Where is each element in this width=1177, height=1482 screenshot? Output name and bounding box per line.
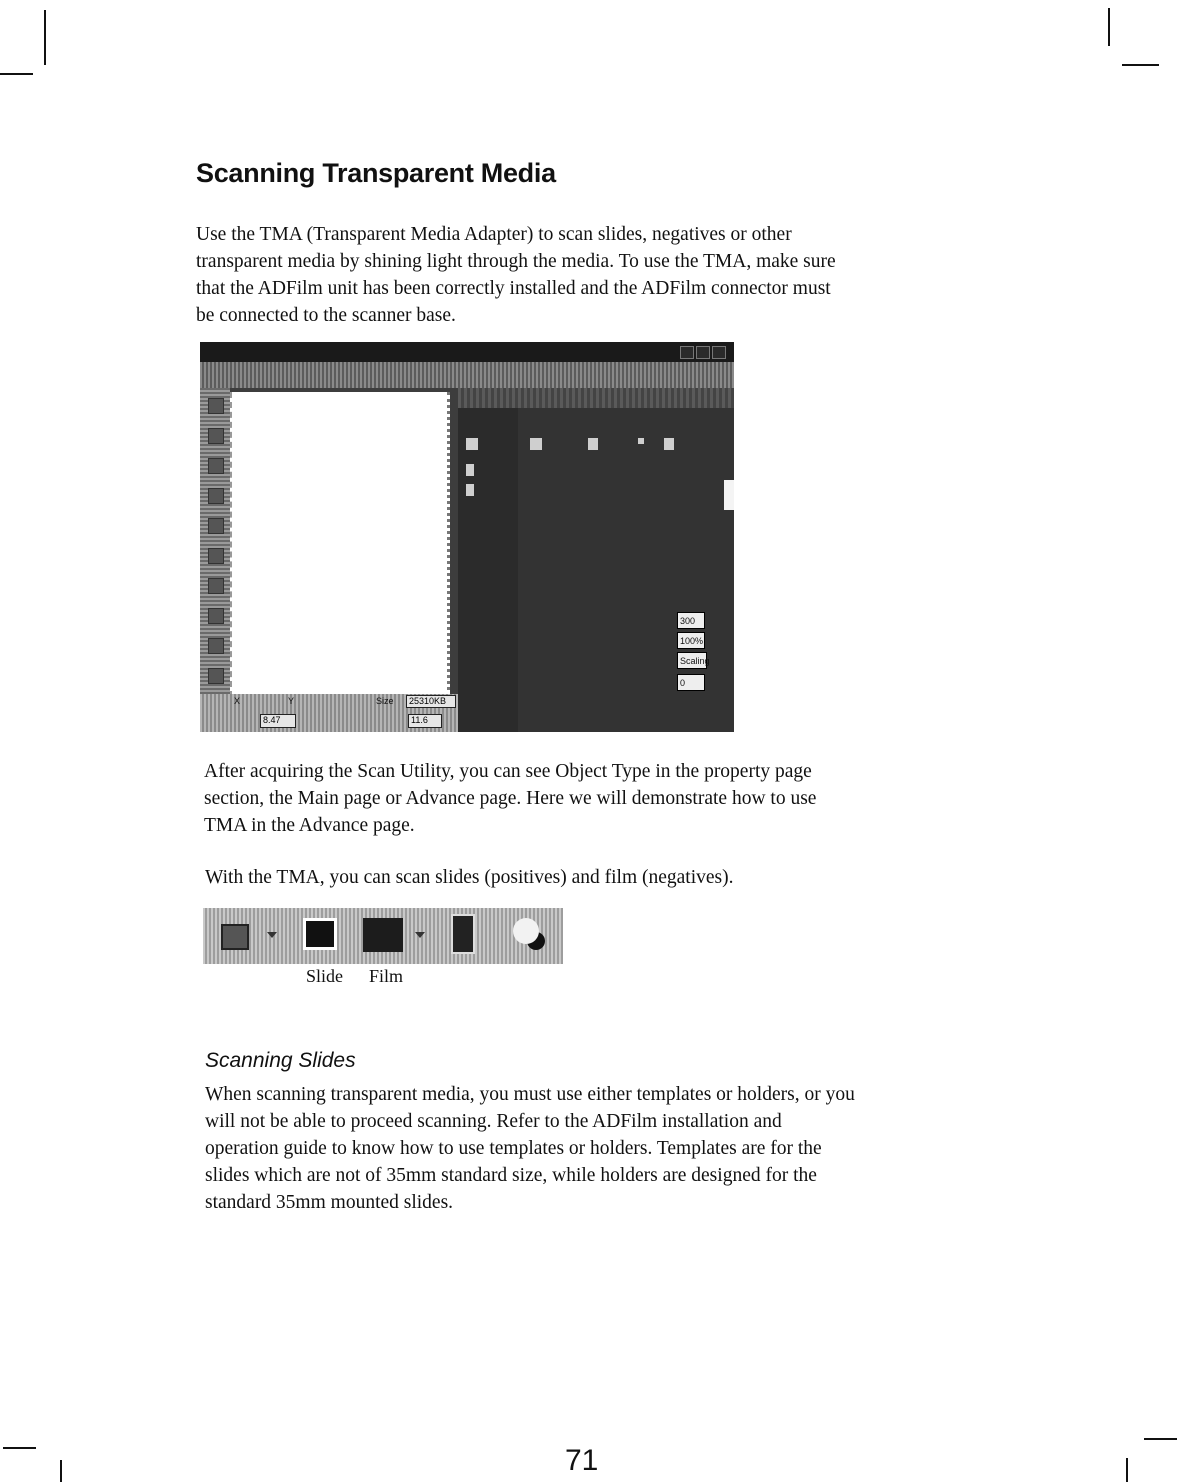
y-label: Y: [288, 696, 295, 706]
text-line: standard 35mm mounted slides.: [205, 1192, 454, 1213]
extra-value: 0: [677, 674, 705, 691]
tool-icon: [208, 488, 224, 504]
tool-icon: [208, 578, 224, 594]
object-type-toolbar: [203, 908, 563, 964]
crop-mark: [60, 1460, 62, 1482]
scan-type-icon: [638, 438, 644, 444]
text-line: When scanning transparent media, you must use either templates or holders, or you: [205, 1084, 855, 1105]
y-value: 11.6: [408, 714, 442, 728]
scale-value: 100%: [677, 632, 705, 649]
text-line: that the ADFilm unit has been correctly installed and the ADFilm connector must: [196, 278, 831, 299]
crop-mark: [1144, 1438, 1177, 1440]
tool-icon: [208, 608, 224, 624]
text-line: will not be able to proceed scanning. Refer to the ADFilm installation and: [205, 1111, 782, 1132]
reflective-icon: [221, 924, 249, 950]
crop-mark: [1126, 1458, 1128, 1482]
object-type-field: [724, 480, 734, 510]
resolution-value: 300: [677, 612, 705, 629]
left-toolbar: [200, 388, 230, 708]
panel-sidebar: [458, 408, 518, 732]
size-label: Size: [376, 696, 394, 706]
section-heading: Scanning Slides: [205, 1049, 356, 1072]
crop-mark: [44, 10, 46, 65]
x-label: X: [234, 696, 241, 706]
minimize-icon: [680, 346, 694, 359]
text-line: TMA in the Advance page.: [204, 815, 415, 836]
panel-icon: [466, 438, 478, 450]
crop-mark: [1122, 64, 1159, 66]
intro-paragraph: [196, 221, 836, 329]
panel-icon: [466, 484, 474, 496]
text-line: section, the Main page or Advance page. Here we will demonstrate how to use: [204, 788, 817, 809]
tma-paragraph: [205, 864, 734, 891]
crop-mark: [3, 1447, 36, 1449]
slide-label: Slide: [306, 966, 344, 986]
text-line: operation guide to know how to use templates or holders. Templates are for the: [205, 1138, 822, 1159]
slide-icon: [303, 918, 337, 950]
panel-icon: [466, 464, 474, 476]
page-title: Scanning Transparent Media: [196, 158, 556, 188]
preview-area: [230, 392, 450, 697]
menu-bar: [200, 362, 734, 388]
close-icon: [712, 346, 726, 359]
magnifier-icon: [513, 918, 539, 944]
film-icon: [363, 918, 403, 952]
tool-icon: [208, 638, 224, 654]
crop-mark: [1108, 8, 1110, 46]
status-bar: [200, 694, 458, 732]
scaling-value: Scaling: [677, 652, 707, 669]
slides-paragraph: [205, 1081, 855, 1216]
text-line: Use the TMA (Transparent Media Adapter) to scan slides, negatives or other: [196, 224, 792, 245]
tool-icon: [208, 458, 224, 474]
tool-icon: [208, 548, 224, 564]
page-number: 71: [565, 1444, 599, 1477]
window-titlebar: [200, 342, 734, 362]
maximize-icon: [696, 346, 710, 359]
x-value: 8.47: [260, 714, 296, 728]
text-line: be connected to the scanner base.: [196, 305, 456, 326]
scan-type-icon: [588, 438, 598, 450]
text-line: slides which are not of 35mm standard size, while holders are designed for the: [205, 1165, 817, 1186]
text-line: With the TMA, you can scan slides (positives) and film (negatives).: [205, 867, 734, 888]
text-line: transparent media by shining light through the media. To use the TMA, make sure: [196, 251, 836, 272]
film-label: Film: [369, 966, 404, 986]
tool-icon: [208, 428, 224, 444]
tool-icon: [208, 518, 224, 534]
scan-type-icon: [530, 438, 542, 450]
document-icon: [451, 914, 475, 954]
tool-icon: [208, 398, 224, 414]
after-paragraph: [204, 758, 816, 839]
text-line: After acquiring the Scan Utility, you can see Object Type in the property page: [204, 761, 812, 782]
scan-utility-screenshot: [200, 342, 734, 732]
scan-type-icon: [664, 438, 674, 450]
crop-mark: [0, 73, 33, 75]
chevron-down-icon: [415, 932, 425, 938]
tool-icon: [208, 668, 224, 684]
property-tabs: [458, 388, 734, 408]
size-value: 25310KB: [406, 695, 456, 708]
chevron-down-icon: [267, 932, 277, 938]
